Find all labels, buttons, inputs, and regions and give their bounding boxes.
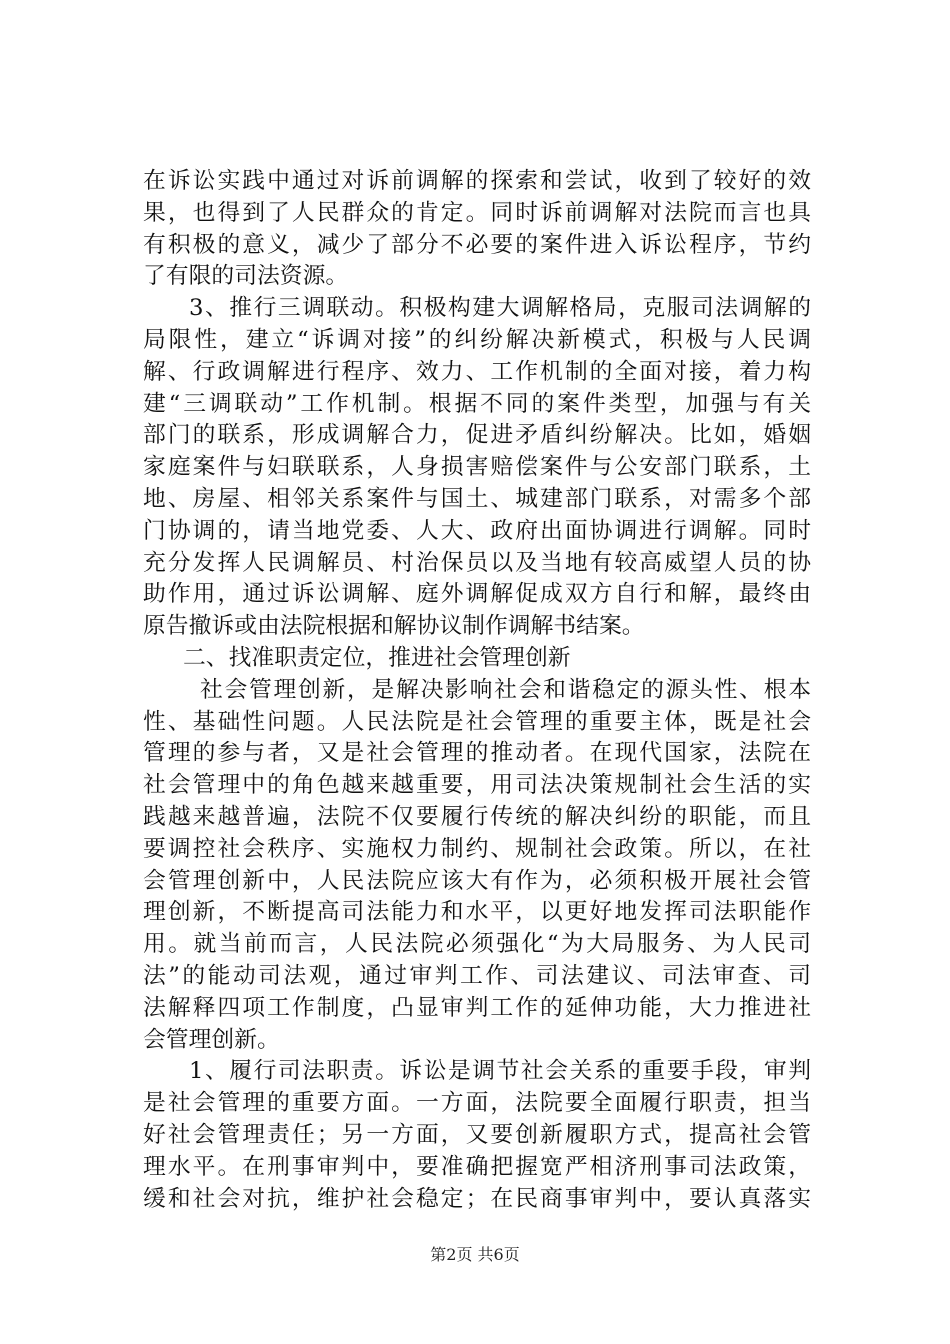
text-line: 1、履行司法职责。诉讼是调节社会关系的重要手段，审判	[189, 1058, 811, 1085]
text-line: 部门的联系，形成调解合力，促进矛盾纠纷解决。比如，婚姻	[143, 422, 811, 449]
text-line: 在诉讼实践中通过对诉前调解的探索和尝试，收到了较好的效	[143, 168, 811, 194]
page-footer: 第2页 共6页	[430, 1245, 520, 1264]
text-line: 家庭案件与妇联联系，人身损害赔偿案件与公安部门联系，土	[143, 454, 811, 481]
text-line: 法”的能动司法观，通过审判工作、司法建议、司法审查、司	[143, 962, 811, 989]
text-line: 社会管理中的角色越来越重要，用司法决策规制社会生活的实	[143, 772, 811, 799]
text-line: 法解释四项工作制度，凸显审判工作的延伸功能，大力推进社	[143, 994, 811, 1021]
text-line: 用。就当前而言，人民法院必须强化“为大局服务、为人民司	[143, 931, 811, 958]
text-line: 建“三调联动”工作机制。根据不同的案件类型，加强与有关	[143, 390, 811, 417]
text-line: 管理的参与者，又是社会管理的推动者。在现代国家，法院在	[143, 740, 811, 767]
text-line: 理创新，不断提高司法能力和水平，以更好地发挥司法职能作	[143, 899, 811, 926]
text-line: 社会管理创新，是解决影响社会和谐稳定的源头性、根本	[200, 676, 811, 703]
text-line: 局限性，建立“诉调对接”的纠纷解决新模式，积极与人民调	[143, 326, 811, 353]
text-line: 性、基础性问题。人民法院是社会管理的重要主体，既是社会	[143, 708, 811, 735]
text-line: 3、推行三调联动。积极构建大调解格局，克服司法调解的	[189, 295, 811, 322]
text-line: 会管理创新中，人民法院应该大有作为，必须积极开展社会管	[143, 867, 811, 894]
text-line: 要调控社会秩序、实施权力制约、规制社会政策。所以，在社	[143, 835, 811, 862]
text-line: 缓和社会对抗，维护社会稳定；在民商事审判中，要认真落实	[143, 1185, 811, 1212]
text-line: 门协调的，请当地党委、人大、政府出面协调进行调解。同时	[143, 517, 811, 544]
text-line: 好社会管理责任；另一方面，又要创新履职方式，提高社会管	[143, 1121, 811, 1148]
text-line: 理水平。在刑事审判中，要准确把握宽严相济刑事司法政策，	[143, 1153, 811, 1180]
text-line: 充分发挥人民调解员、村治保员以及当地有较高威望人员的协	[143, 549, 811, 576]
text-line: 果，也得到了人民群众的肯定。同时诉前调解对法院而言也具	[143, 199, 811, 226]
text-line: 地、房屋、相邻关系案件与国土、城建部门联系，对需多个部	[143, 485, 811, 512]
text-line: 有积极的意义，减少了部分不必要的案件进入诉讼程序，节约	[143, 231, 811, 258]
document-body	[143, 166, 811, 1215]
text-line: 践越来越普遍，法院不仅要履行传统的解决纠纷的职能，而且	[143, 803, 811, 830]
text-line: 助作用，通过诉讼调解、庭外调解促成双方自行和解，最终由	[143, 581, 811, 608]
text-line: 了有限的司法资源。	[143, 263, 349, 290]
text-line: 解、行政调解进行程序、效力、工作机制的全面对接，着力构	[143, 358, 811, 385]
text-line: 二、找准职责定位，推进社会管理创新	[183, 644, 571, 671]
text-line: 会管理创新。	[143, 1026, 280, 1053]
text-line: 是社会管理的重要方面。一方面，法院要全面履行职责，担当	[143, 1090, 811, 1117]
text-line: 原告撤诉或由法院根据和解协议制作调解书结案。	[143, 613, 645, 640]
